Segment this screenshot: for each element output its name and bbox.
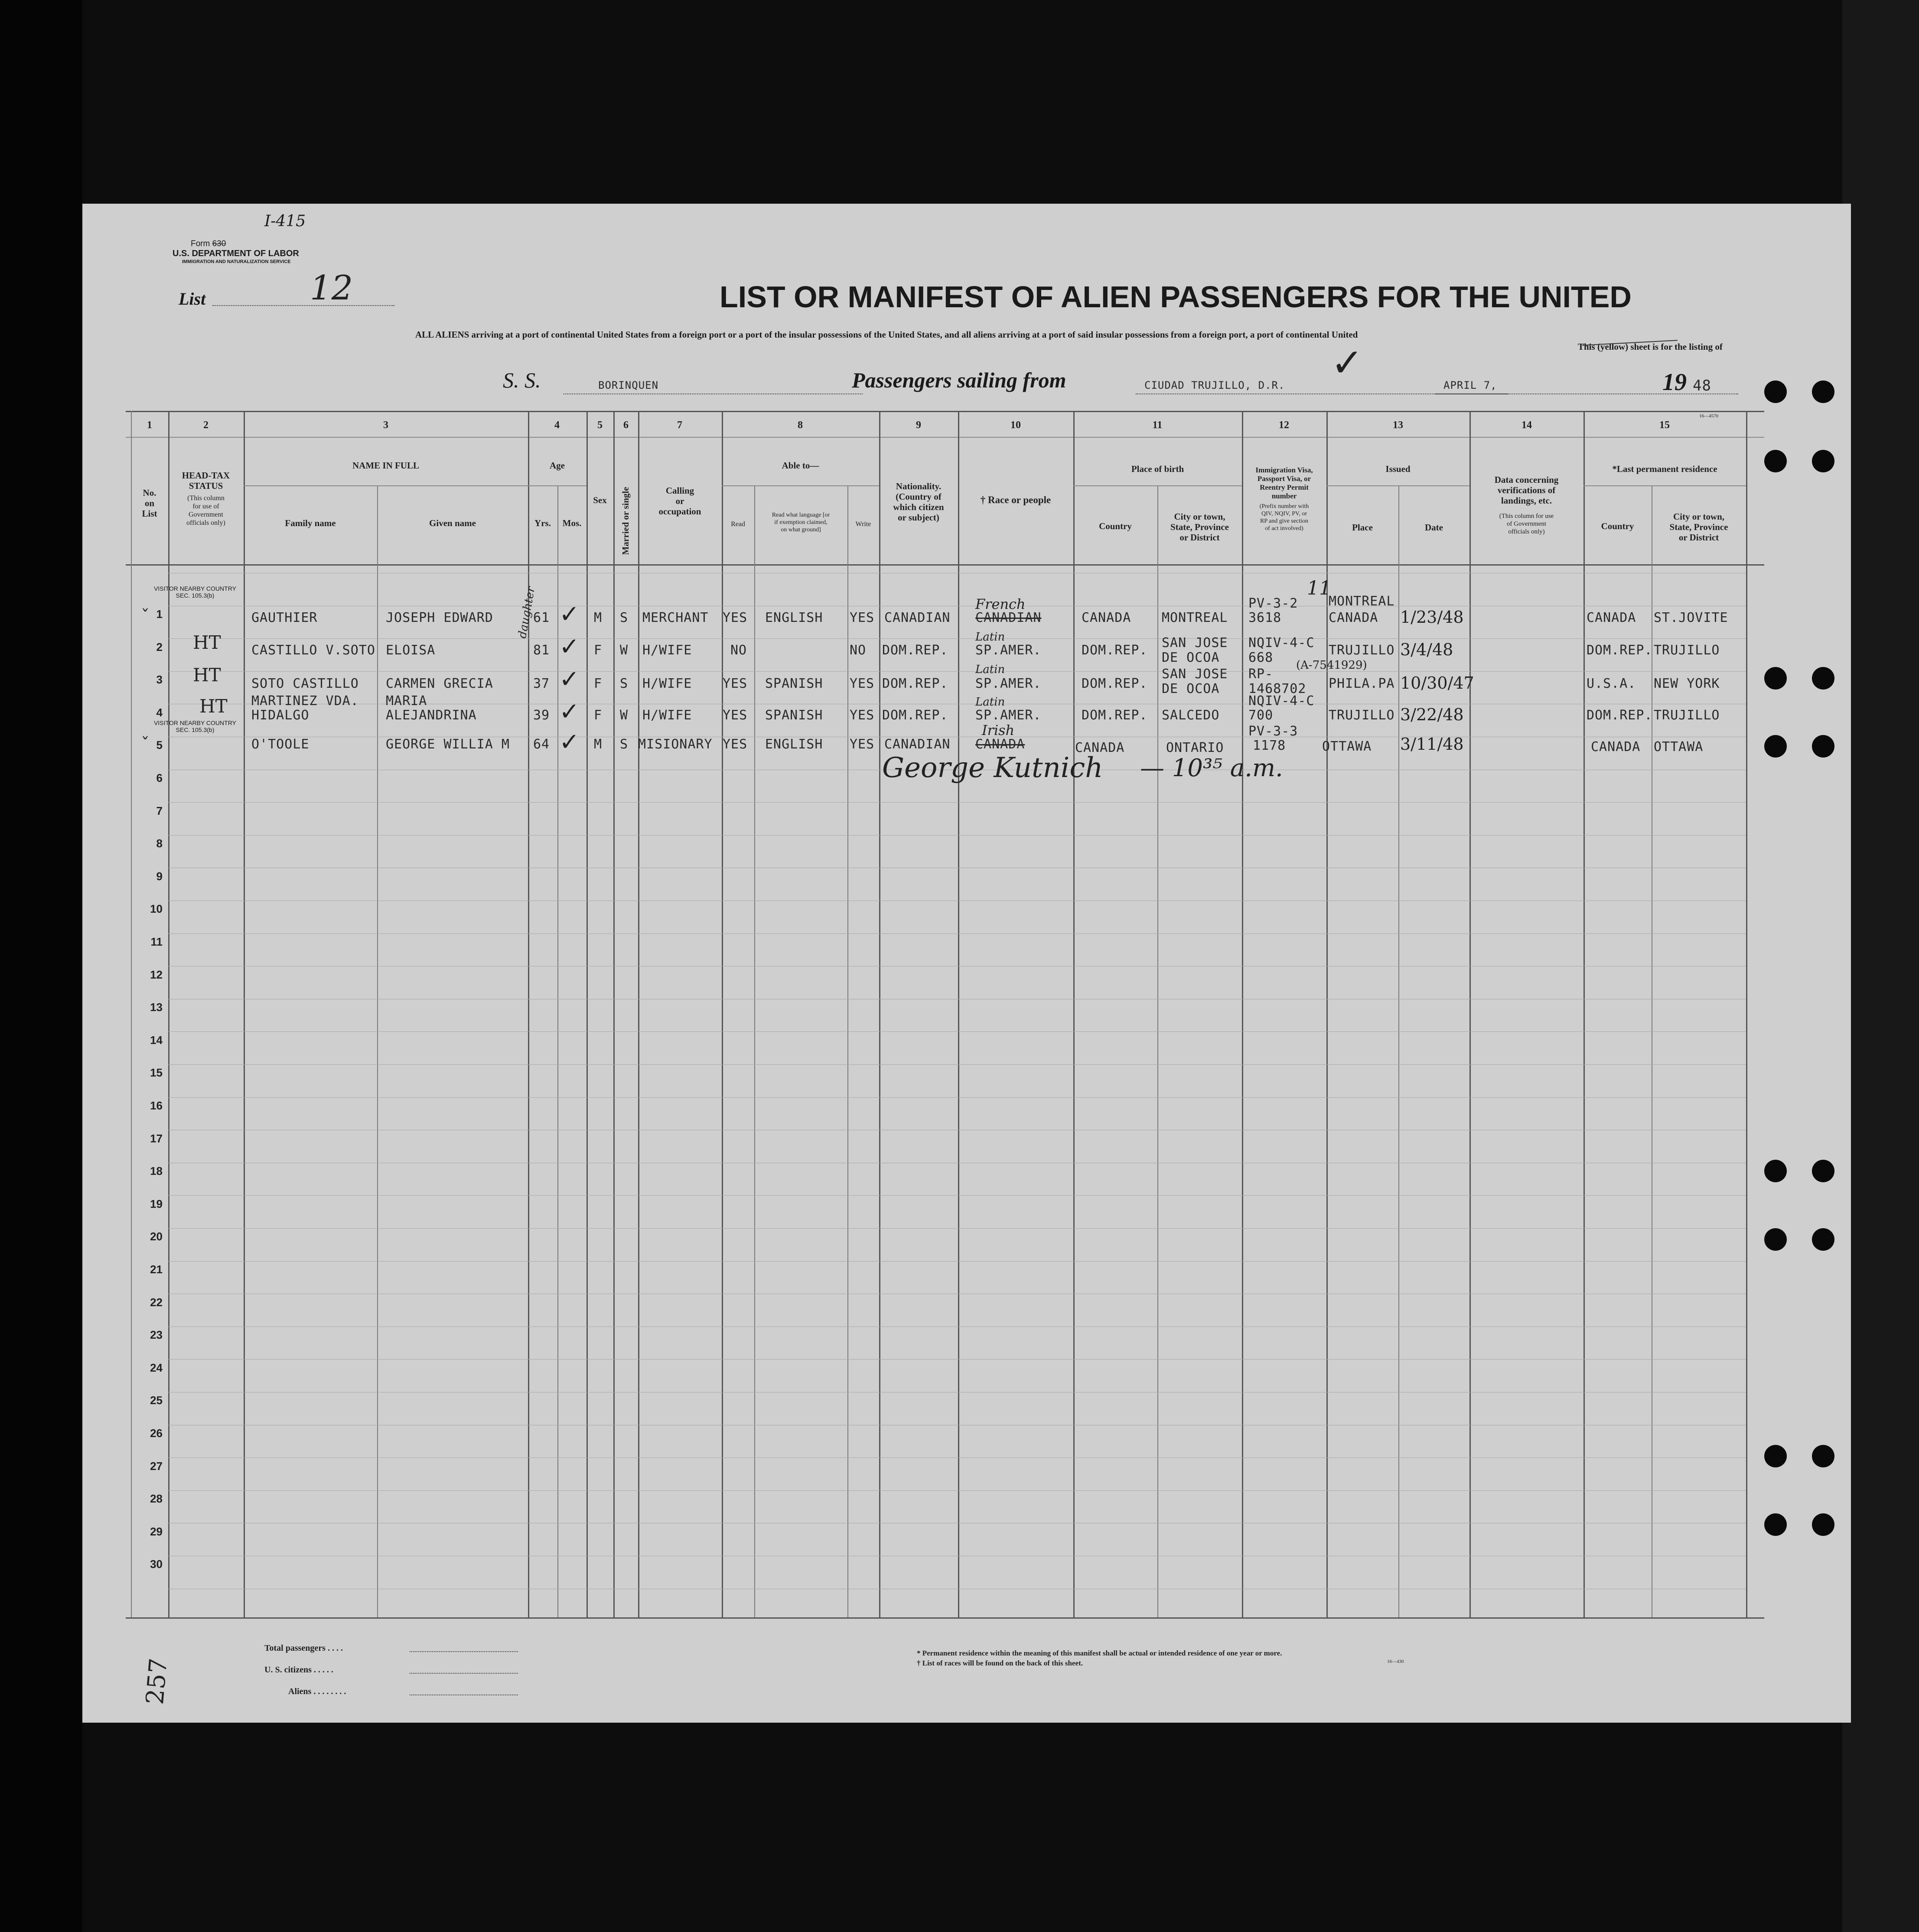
port-checkmark: ✓ bbox=[1331, 340, 1364, 386]
p2-res-city: TRUJILLO bbox=[1654, 643, 1720, 658]
row-rule bbox=[168, 835, 1746, 836]
binder-hole bbox=[1812, 450, 1834, 472]
row-number: 11 bbox=[150, 935, 163, 948]
p3-birth-country: DOM.REP. bbox=[1082, 676, 1148, 691]
row-rule bbox=[168, 1228, 1746, 1229]
col-line-14 bbox=[1583, 411, 1585, 1617]
p1-visa-1: PV-3-2 bbox=[1248, 596, 1298, 611]
row-rule bbox=[168, 933, 1746, 934]
p1-check: ✓ bbox=[559, 600, 580, 628]
service-name: IMMIGRATION AND NATURALIZATION SERVICE bbox=[182, 259, 291, 264]
colnum-4: 4 bbox=[554, 420, 560, 431]
row-rule bbox=[168, 802, 1746, 803]
sailing-label: Passengers sailing from bbox=[852, 368, 1066, 392]
row-number: 1 bbox=[156, 608, 163, 621]
row-rule bbox=[168, 638, 1746, 639]
form-number-block bbox=[191, 239, 226, 249]
header-birth-city: City or town, State, Province or District bbox=[1170, 511, 1229, 543]
header-given-name: Given name bbox=[429, 518, 476, 528]
p2-given: ELOISA bbox=[386, 643, 436, 658]
p3-visa-note: (A-7541929) bbox=[1296, 659, 1367, 672]
colnum-13: 13 bbox=[1393, 420, 1403, 431]
binder-hole bbox=[1764, 1445, 1787, 1467]
manifest-subtitle: ALL ALIENS arriving at a port of continental United States from a foreign port or a port of the insular possessions of the United States, and all aliens arriving at a port of said insular possessions from a foreign port, a port of continental United bbox=[415, 329, 1358, 340]
manifest-title: LIST OR MANIFEST OF ALIEN PASSENGERS FOR THE UNITED bbox=[720, 280, 1632, 314]
col-line-13a bbox=[1398, 485, 1399, 1617]
p2-race-note: Latin bbox=[975, 631, 1005, 644]
form-label: Form bbox=[191, 239, 210, 248]
col-line-8a bbox=[754, 485, 755, 1617]
inspector-signature: George Kutnich bbox=[882, 752, 1103, 784]
row-rule bbox=[168, 1097, 1746, 1098]
row-number: 6 bbox=[156, 771, 163, 784]
row-number: 22 bbox=[150, 1296, 163, 1309]
header-res-city: City or town, State, Province or District bbox=[1669, 511, 1728, 543]
sailing-date: APRIL 7, bbox=[1443, 379, 1497, 391]
p4-language: SPANISH bbox=[765, 708, 823, 723]
p2-visa-1: NQIV-4-C bbox=[1248, 635, 1315, 651]
row-number: 5 bbox=[156, 738, 163, 751]
binder-hole bbox=[1764, 1160, 1787, 1182]
grid-header-bottom bbox=[126, 564, 1764, 566]
p4-visa-1: NQIV-4-C bbox=[1248, 693, 1315, 709]
binder-hole bbox=[1764, 381, 1787, 403]
colnum-7: 7 bbox=[677, 420, 682, 431]
p2-family: CASTILLO V.SOTO bbox=[251, 643, 375, 658]
row-number: 26 bbox=[150, 1427, 163, 1440]
p2-marital: W bbox=[620, 643, 629, 658]
row-number: 14 bbox=[150, 1034, 163, 1047]
p2-birth-country: DOM.REP. bbox=[1082, 643, 1148, 658]
p5-given: GEORGE WILLIA M bbox=[386, 737, 510, 752]
binder-hole bbox=[1812, 735, 1834, 758]
p1-issued-place-1: MONTREAL bbox=[1329, 594, 1395, 609]
p4-res-city: TRUJILLO bbox=[1654, 708, 1720, 723]
binder-hole bbox=[1812, 381, 1834, 403]
p1-issued-date: 1/23/48 bbox=[1400, 608, 1464, 627]
header-issued: Issued bbox=[1385, 464, 1411, 474]
p5-visa-1: PV-3-3 bbox=[1248, 724, 1298, 739]
p5-visa-2: 1178 bbox=[1253, 738, 1286, 753]
p1-write: YES bbox=[850, 610, 875, 625]
header-sex: Sex bbox=[593, 495, 607, 505]
col-line-4 bbox=[586, 411, 588, 1617]
ss-label: S. S. bbox=[503, 368, 541, 392]
row-rule bbox=[168, 1490, 1746, 1491]
p5-family: O'TOOLE bbox=[251, 737, 310, 752]
p3-visa-1: RP- bbox=[1248, 667, 1274, 682]
header-place-of-birth: Place of birth bbox=[1131, 464, 1184, 474]
p5-marital: S bbox=[620, 737, 629, 752]
row-number: 29 bbox=[150, 1525, 163, 1538]
colnum-9: 9 bbox=[916, 420, 921, 431]
us-citizens-line bbox=[410, 1673, 518, 1674]
p3-family: SOTO CASTILLO bbox=[251, 676, 359, 691]
p4-family-2: HIDALGO bbox=[251, 708, 310, 723]
binder-hole bbox=[1764, 450, 1787, 472]
p4-visa-2: 700 bbox=[1248, 708, 1274, 723]
p5-read: YES bbox=[723, 737, 748, 752]
manifest-subtitle-right: This (yellow) sheet is for the listing of bbox=[1578, 342, 1723, 352]
header-visa-note: (Prefix number with QIV, NQIV, PV, or RP and give section of act involved) bbox=[1259, 503, 1309, 532]
p5-write: YES bbox=[850, 737, 875, 752]
header-res-country: Country bbox=[1601, 521, 1634, 531]
p3-sex: F bbox=[594, 676, 603, 691]
p2-visa-2: 668 bbox=[1248, 650, 1274, 665]
row-number: 16 bbox=[150, 1099, 163, 1112]
p4-read: YES bbox=[723, 708, 748, 723]
p3-language: SPANISH bbox=[765, 676, 823, 691]
col-line-10 bbox=[1073, 411, 1075, 1617]
colnum-8: 8 bbox=[798, 420, 803, 431]
tick-mark-5: ˇ bbox=[141, 735, 150, 755]
p1-sex: M bbox=[594, 610, 603, 625]
p3-check: ✓ bbox=[559, 665, 580, 693]
row-number: 21 bbox=[150, 1263, 163, 1276]
col-line-15 bbox=[1746, 411, 1747, 1617]
header-name-in-full: NAME IN FULL bbox=[352, 460, 419, 471]
p5-res-city: OTTAWA bbox=[1654, 739, 1704, 755]
row-number: 8 bbox=[156, 837, 163, 850]
header-yrs: Yrs. bbox=[534, 518, 551, 528]
row-number: 24 bbox=[150, 1361, 163, 1374]
p5-sex: M bbox=[594, 737, 603, 752]
age-subline bbox=[528, 485, 586, 486]
p4-birth-city: SALCEDO bbox=[1162, 708, 1220, 723]
p1-birth-city: MONTREAL bbox=[1162, 610, 1228, 625]
p1-occupation: MERCHANT bbox=[642, 610, 709, 625]
p3-race: SP.AMER. bbox=[975, 676, 1042, 691]
p5-nationality: CANADIAN bbox=[884, 737, 951, 752]
binder-hole bbox=[1812, 1228, 1834, 1251]
row-number: 13 bbox=[150, 1001, 163, 1014]
row-number: 7 bbox=[156, 804, 163, 817]
p3-issued-date: 10/30/47 bbox=[1400, 673, 1474, 693]
p3-given: CARMEN GRECIA bbox=[386, 676, 493, 691]
header-head-tax: HEAD-TAX STATUS bbox=[182, 470, 230, 491]
p3-yrs: 37 bbox=[533, 676, 550, 691]
colnum-3: 3 bbox=[383, 420, 388, 431]
p2-issued-date: 3/4/48 bbox=[1400, 640, 1453, 659]
footnote-races: † List of races will be found on the back of this sheet. bbox=[917, 1659, 1083, 1667]
binder-hole bbox=[1764, 1228, 1787, 1251]
form-code-bottom: 16—430 bbox=[1387, 1659, 1404, 1664]
footnote-residence: * Permanent residence within the meaning of this manifest shall be actual or intended residence of one year or more. bbox=[917, 1649, 1282, 1657]
p1-race: CANADIAN bbox=[975, 610, 1042, 625]
p1-visa-2: 3618 bbox=[1248, 610, 1282, 625]
ship-name: BORINQUEN bbox=[598, 379, 659, 391]
header-read: Read bbox=[731, 520, 745, 528]
header-issued-date: Date bbox=[1425, 522, 1443, 533]
p5-birth-city: ONTARIO bbox=[1166, 740, 1224, 755]
colnum-10: 10 bbox=[1010, 420, 1021, 431]
col-line-11 bbox=[1242, 411, 1243, 1617]
p3-write: YES bbox=[850, 676, 875, 691]
colnum-15: 15 bbox=[1659, 420, 1670, 431]
p3-marital: S bbox=[620, 676, 629, 691]
binder-hole bbox=[1812, 1160, 1834, 1182]
port-name: CIUDAD TRUJILLO, D.R. bbox=[1144, 379, 1285, 391]
p2-res-country: DOM.REP. bbox=[1587, 643, 1653, 658]
p5-race-note: Irish bbox=[982, 722, 1015, 738]
header-landings-note: (This column for use of Government officials only) bbox=[1499, 513, 1554, 535]
colnum-14: 14 bbox=[1522, 420, 1532, 431]
p1-visa-note: 11 bbox=[1307, 577, 1331, 599]
p1-yrs: 61 bbox=[533, 610, 550, 625]
list-number: 12 bbox=[310, 269, 353, 308]
grid-top bbox=[126, 411, 1764, 412]
p2-birth-city-2: DE OCOA bbox=[1162, 650, 1220, 665]
p3-occupation: H/WIFE bbox=[642, 676, 692, 691]
margin-note: 257 bbox=[141, 1657, 173, 1706]
year-prefix: 19 bbox=[1662, 369, 1687, 396]
colnum-1: 1 bbox=[147, 420, 152, 431]
form-number: 630 bbox=[212, 239, 226, 248]
binder-hole bbox=[1764, 735, 1787, 758]
residence-subline bbox=[1583, 485, 1746, 486]
col-edge-left bbox=[131, 411, 132, 1617]
manifest-sheet bbox=[82, 204, 1851, 1723]
header-no-on-list: No. on List bbox=[142, 488, 157, 519]
header-read-language: Read what language [or if exemption claimed, on what ground] bbox=[772, 512, 830, 533]
header-race: † Race or people bbox=[980, 494, 1051, 505]
status-visitor-1: VISITOR NEARBY COUNTRY SEC. 105.3(b) bbox=[154, 585, 236, 599]
p1-issued-place-2: CANADA bbox=[1329, 610, 1378, 625]
row-rule bbox=[168, 671, 1746, 672]
p1-given: JOSEPH EDWARD bbox=[386, 610, 493, 625]
p2-occupation: H/WIFE bbox=[642, 643, 692, 658]
row-number: 23 bbox=[150, 1328, 163, 1341]
p3-issued-place: PHILA.PA bbox=[1329, 676, 1395, 691]
p1-family: GAUTHIER bbox=[251, 610, 318, 625]
total-passengers-line bbox=[410, 1651, 518, 1652]
p2-check: ✓ bbox=[559, 633, 580, 661]
p1-res-city: ST.JOVITE bbox=[1654, 610, 1728, 625]
col-line-4a bbox=[557, 485, 558, 1617]
row-number: 18 bbox=[150, 1164, 163, 1177]
col-line-13 bbox=[1469, 411, 1471, 1617]
p5-occupation: MISIONARY bbox=[638, 737, 713, 752]
tick-mark-1: ˇ bbox=[141, 607, 150, 627]
header-nationality: Nationality. (Country of which citizen or subject) bbox=[893, 481, 944, 523]
p2-birth-city-1: SAN JOSE bbox=[1162, 635, 1228, 651]
p5-issued-date: 3/11/48 bbox=[1400, 735, 1464, 754]
total-passengers-label: Total passengers . . . . bbox=[264, 1643, 343, 1653]
p2-status: HT bbox=[193, 632, 221, 653]
row-number: 15 bbox=[150, 1066, 163, 1079]
p2-yrs: 81 bbox=[533, 643, 550, 658]
p1-birth-country: CANADA bbox=[1082, 610, 1131, 625]
film-border-right bbox=[1842, 0, 1919, 1932]
header-age: Age bbox=[550, 460, 565, 471]
colnum-2: 2 bbox=[203, 420, 209, 431]
header-calling: Calling or occupation bbox=[658, 485, 701, 517]
form-stamp: I-415 bbox=[264, 212, 306, 230]
col-line-7 bbox=[722, 411, 723, 1617]
p4-yrs: 39 bbox=[533, 708, 550, 723]
p2-read: NO bbox=[730, 643, 747, 658]
row-rule bbox=[168, 1261, 1746, 1262]
p3-status: HT bbox=[193, 664, 221, 686]
col-line-2 bbox=[244, 411, 245, 1617]
col-line-6 bbox=[638, 411, 639, 1617]
year-suffix: 48 bbox=[1693, 377, 1711, 394]
p3-read: YES bbox=[723, 676, 748, 691]
p3-birth-city-2: DE OCOA bbox=[1162, 681, 1220, 696]
able-subline bbox=[722, 485, 879, 486]
p5-issued-place: OTTAWA bbox=[1322, 739, 1372, 754]
birth-subline bbox=[1073, 485, 1242, 486]
col-line-5 bbox=[613, 411, 615, 1617]
p3-visa-2: 1468702 bbox=[1248, 681, 1306, 696]
p4-given-2: ALEJANDRINA bbox=[386, 708, 477, 723]
p3-birth-city-1: SAN JOSE bbox=[1162, 667, 1228, 682]
p4-marital: W bbox=[620, 708, 629, 723]
row-rule bbox=[168, 1064, 1746, 1065]
row-number: 30 bbox=[150, 1558, 163, 1571]
p4-occupation: H/WIFE bbox=[642, 708, 692, 723]
header-family-name: Family name bbox=[285, 518, 336, 528]
p4-given-1: MARIA bbox=[386, 693, 427, 709]
header-head-tax-note: (This column for use of Government officials only) bbox=[186, 494, 225, 527]
form-code-top: 16—4570 bbox=[1699, 413, 1718, 419]
header-married: Married or single bbox=[620, 487, 631, 555]
p3-res-country: U.S.A. bbox=[1587, 676, 1636, 691]
row-number: 28 bbox=[150, 1492, 163, 1505]
us-citizens-label: U. S. citizens . . . . . bbox=[264, 1665, 333, 1675]
p3-race-note: Latin bbox=[975, 663, 1005, 676]
row-number: 9 bbox=[156, 870, 163, 883]
p4-issued-date: 3/22/48 bbox=[1400, 705, 1464, 724]
p2-sex: F bbox=[594, 643, 603, 658]
p4-race: SP.AMER. bbox=[975, 708, 1042, 723]
p4-sex: F bbox=[594, 708, 603, 723]
row-rule bbox=[168, 1457, 1746, 1458]
row-number: 19 bbox=[150, 1197, 163, 1210]
header-visa: Immigration Visa, Passport Visa, or Reentry Permit number bbox=[1255, 466, 1313, 500]
p3-nationality: DOM.REP. bbox=[882, 676, 948, 691]
status-visitor-5: VISITOR NEARBY COUNTRY SEC. 105.3(b) bbox=[154, 719, 236, 733]
col-line-9 bbox=[958, 411, 959, 1617]
col-line-8b bbox=[847, 485, 848, 1617]
colnum-5: 5 bbox=[597, 420, 603, 431]
p5-language: ENGLISH bbox=[765, 737, 823, 752]
binder-hole bbox=[1812, 1513, 1834, 1536]
row-rule bbox=[168, 1031, 1746, 1032]
row-rule bbox=[168, 1359, 1746, 1360]
p2-race: SP.AMER. bbox=[975, 643, 1042, 658]
p1-language: ENGLISH bbox=[765, 610, 823, 625]
row-number: 20 bbox=[150, 1230, 163, 1243]
grid-colnum-line bbox=[126, 437, 1764, 438]
p5-race: CANADA bbox=[975, 737, 1025, 752]
row-number: 27 bbox=[150, 1460, 163, 1473]
p4-res-country: DOM.REP. bbox=[1587, 708, 1653, 723]
header-birth-country: Country bbox=[1099, 521, 1132, 531]
signature-time: — 10³⁵ a.m. bbox=[1140, 754, 1283, 782]
list-label: List bbox=[179, 289, 206, 309]
col-line-3a bbox=[377, 485, 378, 1617]
p2-nationality: DOM.REP. bbox=[882, 643, 948, 658]
p4-race-note: Latin bbox=[975, 696, 1005, 709]
list-underline bbox=[212, 304, 394, 306]
row-rule bbox=[168, 1195, 1746, 1196]
grid-bottom bbox=[126, 1617, 1764, 1619]
name-subline bbox=[244, 485, 528, 486]
aliens-label: Aliens . . . . . . . . bbox=[288, 1687, 346, 1696]
p4-birth-country: DOM.REP. bbox=[1082, 708, 1148, 723]
header-able-to: Able to— bbox=[782, 460, 819, 471]
p5-res-country: CANADA bbox=[1591, 739, 1641, 755]
p1-res-country: CANADA bbox=[1587, 610, 1636, 625]
p4-issued-place: TRUJILLO bbox=[1329, 708, 1395, 723]
p1-marital: S bbox=[620, 610, 629, 625]
department-name: U.S. DEPARTMENT OF LABOR bbox=[173, 249, 299, 258]
p1-read: YES bbox=[723, 610, 748, 625]
p4-nationality: DOM.REP. bbox=[882, 708, 948, 723]
p5-yrs: 64 bbox=[533, 737, 550, 752]
col-line-8 bbox=[879, 411, 880, 1617]
binder-hole bbox=[1812, 667, 1834, 690]
p3-given-note: daughter bbox=[516, 585, 538, 640]
colnum-11: 11 bbox=[1152, 420, 1163, 431]
row-number: 17 bbox=[150, 1132, 163, 1145]
p4-family-1: MARTINEZ VDA. bbox=[251, 693, 359, 709]
colnum-12: 12 bbox=[1279, 420, 1289, 431]
row-number: 10 bbox=[150, 902, 163, 915]
header-issued-place: Place bbox=[1352, 522, 1373, 533]
binder-hole bbox=[1812, 1445, 1834, 1467]
binder-hole bbox=[1764, 667, 1787, 690]
p4-check: ✓ bbox=[559, 698, 580, 726]
p2-write: NO bbox=[850, 643, 867, 658]
film-border-left bbox=[0, 0, 82, 1932]
colnum-6: 6 bbox=[623, 420, 629, 431]
issued-subline bbox=[1326, 485, 1469, 486]
header-landings: Data concerning verifications of landings, etc. bbox=[1494, 475, 1559, 506]
row-number: 4 bbox=[156, 706, 163, 719]
p3-res-city: NEW YORK bbox=[1654, 676, 1720, 691]
header-last-residence: *Last permanent residence bbox=[1612, 464, 1717, 474]
header-write: Write bbox=[855, 520, 871, 528]
row-number: 3 bbox=[156, 673, 163, 686]
col-line-11a bbox=[1157, 485, 1158, 1617]
p2-issued-place: TRUJILLO bbox=[1329, 643, 1395, 658]
row-number: 25 bbox=[150, 1394, 163, 1407]
row-number: 2 bbox=[156, 641, 163, 654]
p4-status: HT bbox=[199, 696, 228, 717]
row-number: 12 bbox=[150, 968, 163, 981]
p5-birth-country: CANADA bbox=[1075, 740, 1125, 755]
p4-write: YES bbox=[850, 708, 875, 723]
p5-check: ✓ bbox=[559, 728, 580, 756]
header-mos: Mos. bbox=[562, 518, 582, 528]
binder-hole bbox=[1764, 1513, 1787, 1536]
p1-race-note: French bbox=[975, 596, 1026, 612]
p1-nationality: CANADIAN bbox=[884, 610, 951, 625]
